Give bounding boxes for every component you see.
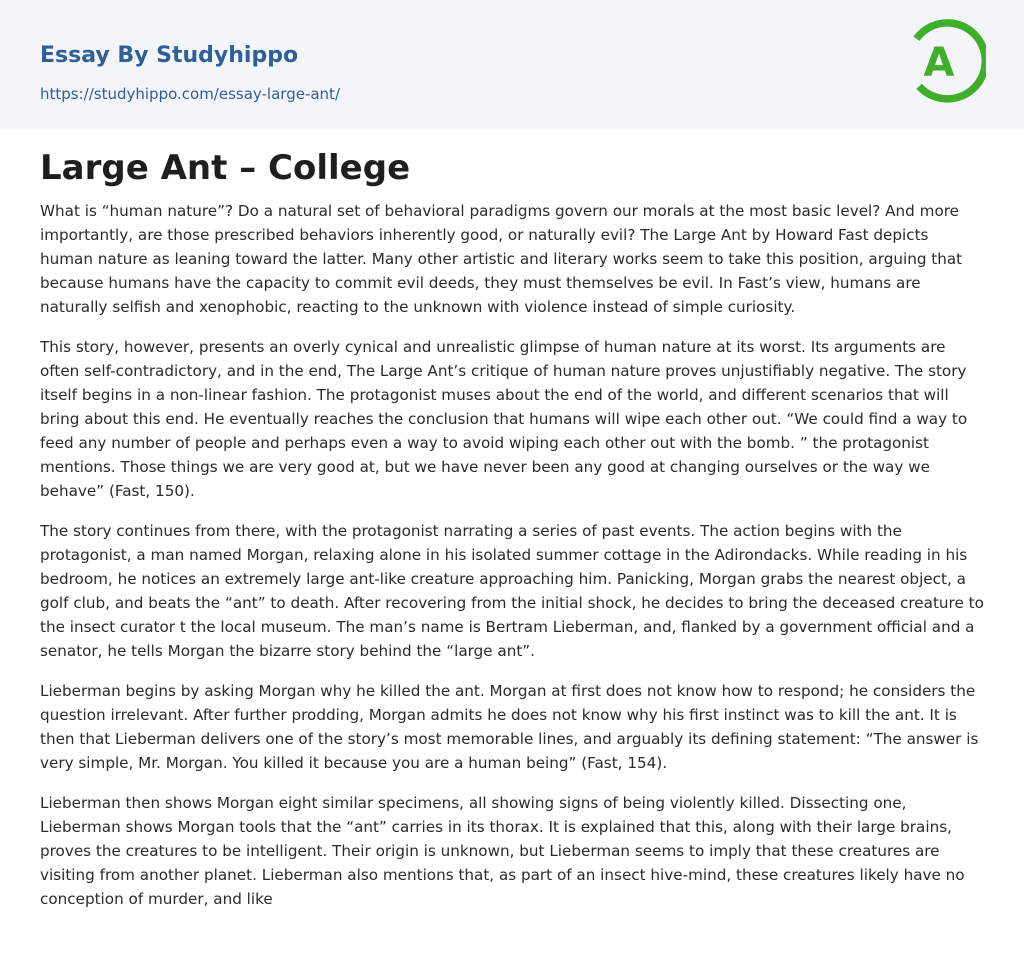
studyhippo-logo-icon[interactable]	[912, 18, 986, 106]
logo-letter: A	[923, 40, 955, 86]
essay-paragraph: The story continues from there, with the protagonist narrating a series of past events. The action begins with the protagonist, a man named Morgan, relaxing alone in his isolated summer cottage in the Adirondacks. While reading in his bedroom, he notices an extremely large ant-like creature approaching him. Panicking, Morgan grabs the nearest object, a golf club, and beats the “ant” to death. After recovering from the initial shock, he decides to bring the deceased creature to the insect curator t the local museum. The man’s name is Bertram Lieberman, and, flanked by a government official and a senator, he tells Morgan the bizarre story behind the “large ant”.	[40, 522, 984, 660]
site-header	[0, 0, 1024, 129]
essay-paragraph: This story, however, presents an overly cynical and unrealistic glimpse of human nature at its worst. Its arguments are often self-contradictory, and in the end, The Large Ant’s critique of human nature proves unjustifiably negative. The story itself begins in a non-linear fashion. The protagonist muses about the end of the world, and different scenarios that will bring about this end. He eventually reaches the conclusion that humans will wipe each other out. “We could find a way to feed any number of people and perhaps even a way to avoid wiping each other out with the bomb. ” the protagonist mentions. Those things we are very good at, but we have never been any good at changing ourselves or the way we behave” (Fast, 150).	[40, 338, 968, 500]
site-title[interactable]: Essay By Studyhippo	[40, 43, 299, 68]
essay-content	[0, 129, 1024, 911]
essay-paragraph: Lieberman begins by asking Morgan why he killed the ant. Morgan at first does not know how to respond; he considers the question irrelevant. After further prodding, Morgan admits he does not know why his first instinct was to kill the ant. It is then that Lieberman delivers one of the story’s most memorable lines, and arguably its defining statement: “The answer is very simple, Mr. Morgan. You killed it because you are a human being” (Fast, 154).	[40, 682, 979, 772]
page-title: Large Ant – College	[40, 148, 411, 188]
essay-paragraph: Lieberman then shows Morgan eight similar specimens, all showing signs of being violently killed. Dissecting one, Lieberman shows Morgan tools that the “ant” carries in its thorax. It is explained that this, along with their large brains, proves the creatures to be intelligent. Their origin is unknown, but Lieberman seems to imply that these creatures are visiting from another planet. Lieberman also mentions that, as part of an insect hive-mind, these creatures likely have no conception of murder, and like	[40, 794, 965, 908]
page-url-link[interactable]: https://studyhippo.com/essay-large-ant/	[40, 85, 340, 103]
essay-paragraph: What is “human nature”? Do a natural set of behavioral paradigms govern our morals at the most basic level? And more importantly, are those prescribed behaviors inherently good, or naturally evil? The Large Ant by Howard Fast depicts human nature as leaning toward the latter. Many other artistic and literary works seem to take this position, arguing that because humans have the capacity to commit evil deeds, they must themselves be evil. In Fast’s view, humans are naturally selfish and xenophobic, reacting to the unknown with violence instead of simple curiosity.	[40, 202, 963, 316]
